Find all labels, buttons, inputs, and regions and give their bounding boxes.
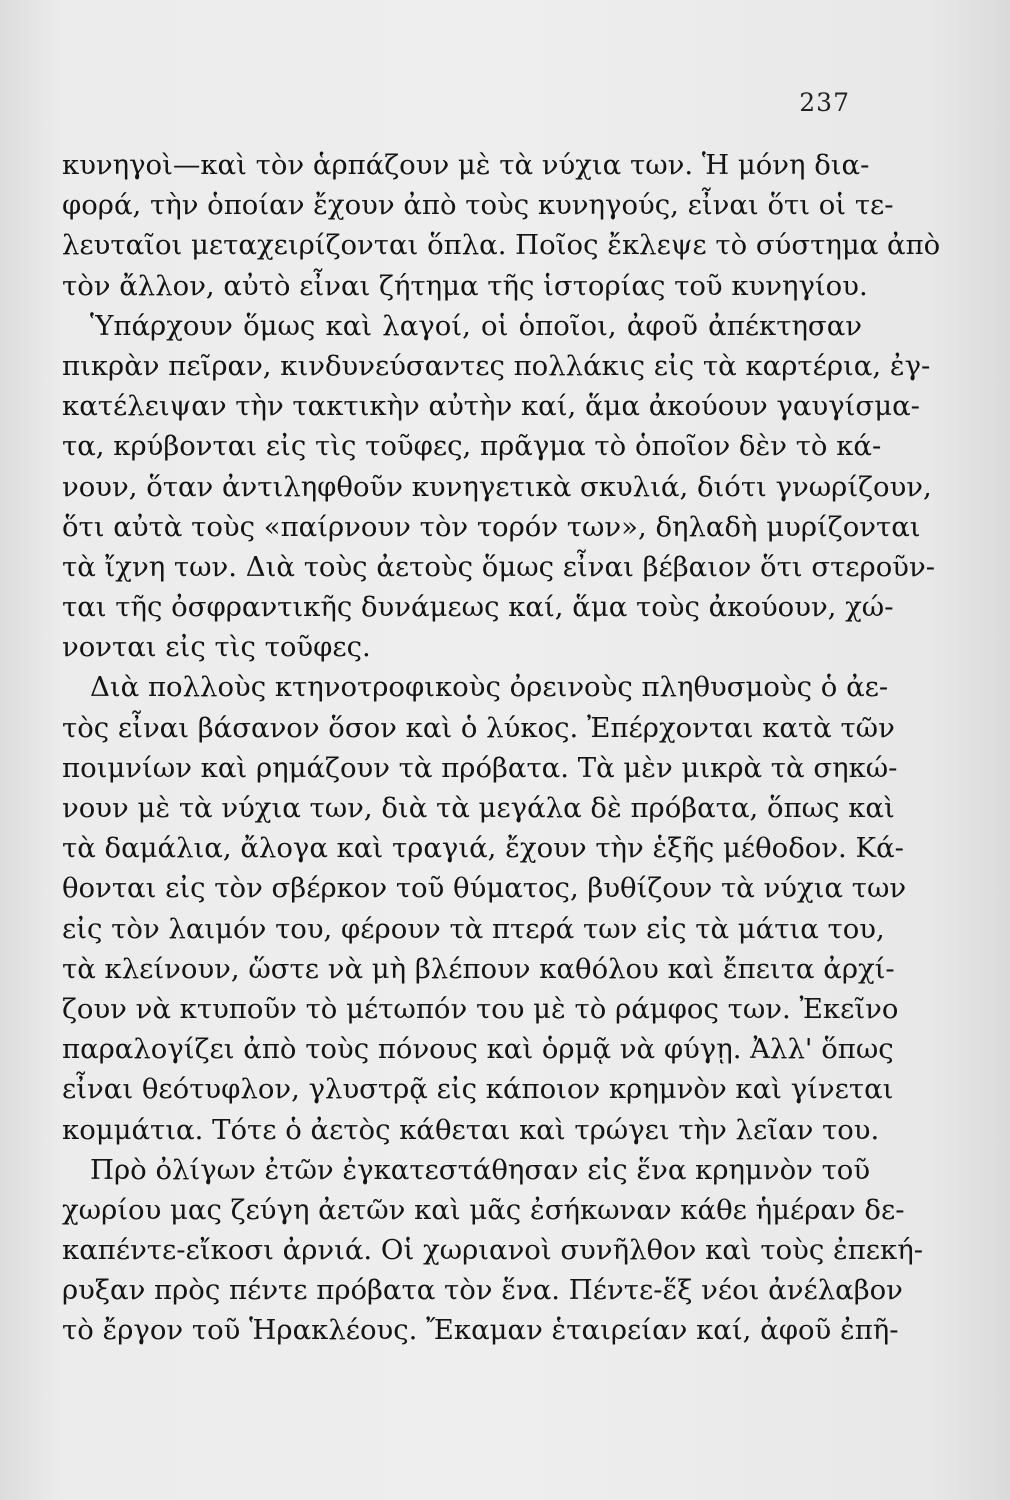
text-line: νουν, ὅταν ἀντιληφθοῦν κυνηγετικὰ σκυλιά, διότι γνωρίζουν, [62,470,932,503]
text-line: εἶναι θεότυφλον, γλυστρᾷ εἰς κάποιον κρημνὸν καὶ γίνεται [62,1073,894,1106]
text-line: ρυξαν πρὸς πέντε πρόβατα τὸν ἕνα. Πέντε-ἕξ νέοι ἀνέλαβον [62,1274,903,1307]
text-line: κυνηγοὶ—καὶ τὸν ἁρπάζουν μὲ τὰ νύχια των. Ἡ μόνη δια- [62,149,870,181]
text-line: πικρὰν πεῖραν, κινδυνεύσαντες πολλάκις εἰς τὰ καρτέρια, ἐγ- [62,349,931,382]
body-text [62,145,941,1351]
text-line: τὸν ἄλλον, αὐτὸ εἶναι ζήτημα τῆς ἱστορίας τοῦ κυνηγίου. [62,269,868,302]
paragraph-start-line: Πρὸ ὀλίγων ἐτῶν ἐγκατεστάθησαν εἰς ἕνα κρημνὸν τοῦ [90,1153,871,1186]
text-line: ται τῆς ὀσφραντικῆς δυνάμεως καί, ἅμα τοὺς ἀκούουν, χώ- [62,591,894,624]
text-line: θονται εἰς τὸν σβέρκον τοῦ θύματος, βυθίζουν τὰ νύχια των [62,872,907,905]
text-line: τὸς εἶναι βάσανον ὅσον καὶ ὁ λύκος. Ἐπέρχονται κατὰ τῶν [62,711,895,744]
paragraph-start-line: Ὑπάρχουν ὅμως καὶ λαγοί, οἱ ὁποῖοι, ἀφοῦ ἀπέκτησαν [90,309,862,342]
text-line: εἰς τὸν λαιμόν του, φέρουν τὰ πτερά των εἰς τὰ μάτια του, [62,912,885,945]
text-line: ζουν νὰ κτυποῦν τὸ μέτωπόν του μὲ τὸ ράμφος των. Ἐκεῖνο [62,992,899,1025]
paragraph-start-line: Διὰ πολλοὺς κτηνοτροφικοὺς ὀρεινοὺς πληθυσμοὺς ὁ ἀε- [90,671,889,704]
text-line: κομμάτια. Τότε ὁ ἀετὸς κάθεται καὶ τρώγει τὴν λεῖαν του. [62,1113,880,1146]
text-line: τα, κρύβονται εἰς τὶς τοῦφες, πρᾶγμα τὸ ὁποῖον δὲν τὸ κά- [62,430,882,463]
text-line: κατέλειψαν τὴν τακτικὴν αὐτὴν καί, ἅμα ἀκούουν γαυγίσμα- [62,390,920,423]
text-line: ποιμνίων καὶ ρημάζουν τὰ πρόβατα. Τὰ μὲν μικρὰ τὰ σηκώ- [62,751,898,784]
text-line: παραλογίζει ἀπὸ τοὺς πόνους καὶ ὁρμᾷ νὰ φύγῃ. Ἀλλ' ὅπως [62,1033,894,1066]
text-line: νουν μὲ τὰ νύχια των, διὰ τὰ μεγάλα δὲ πρόβατα, ὅπως καὶ [62,792,895,824]
text-line: τὰ ἴχνη των. Διὰ τοὺς ἀετοὺς ὅμως εἶναι βέβαιον ὅτι στεροῦν- [62,550,936,583]
text-line: τὰ κλείνουν, ὥστε νὰ μὴ βλέπουν καθόλου καὶ ἔπειτα ἀρχί- [62,952,895,985]
text-line: λευταῖοι μεταχειρίζονται ὅπλα. Ποῖος ἔκλεψε τὸ σύστημα ἀπὸ [62,229,941,262]
text-line: τὸ ἔργον τοῦ Ἡρακλέους. Ἔκαμαν ἑταιρείαν καί, ἀφοῦ ἐπῆ- [62,1314,899,1347]
text-line: χωρίου μας ζεύγη ἀετῶν καὶ μᾶς ἐσήκωναν κάθε ἡμέραν δε- [62,1193,905,1226]
page-number: 237 [799,88,850,117]
text-line: φορά, τὴν ὁποίαν ἔχουν ἀπὸ τοὺς κυνηγούς, εἶναι ὅτι οἱ τε- [62,189,894,222]
text-line: καπέντε-εἴκοσι ἀρνιά. Οἱ χωριανοὶ συνῆλθον καὶ τοὺς ἐπεκή- [62,1234,924,1267]
text-line: ὅτι αὐτὰ τοὺς «παίρνουν τὸν τορόν των», δηλαδὴ μυρίζονται [62,510,921,543]
text-line: τὰ δαμάλια, ἄλογα καὶ τραγιά, ἔχουν τὴν ἑξῆς μέθοδον. Κά- [62,832,904,865]
text-line: νονται εἰς τὶς τοῦφες. [62,631,371,664]
